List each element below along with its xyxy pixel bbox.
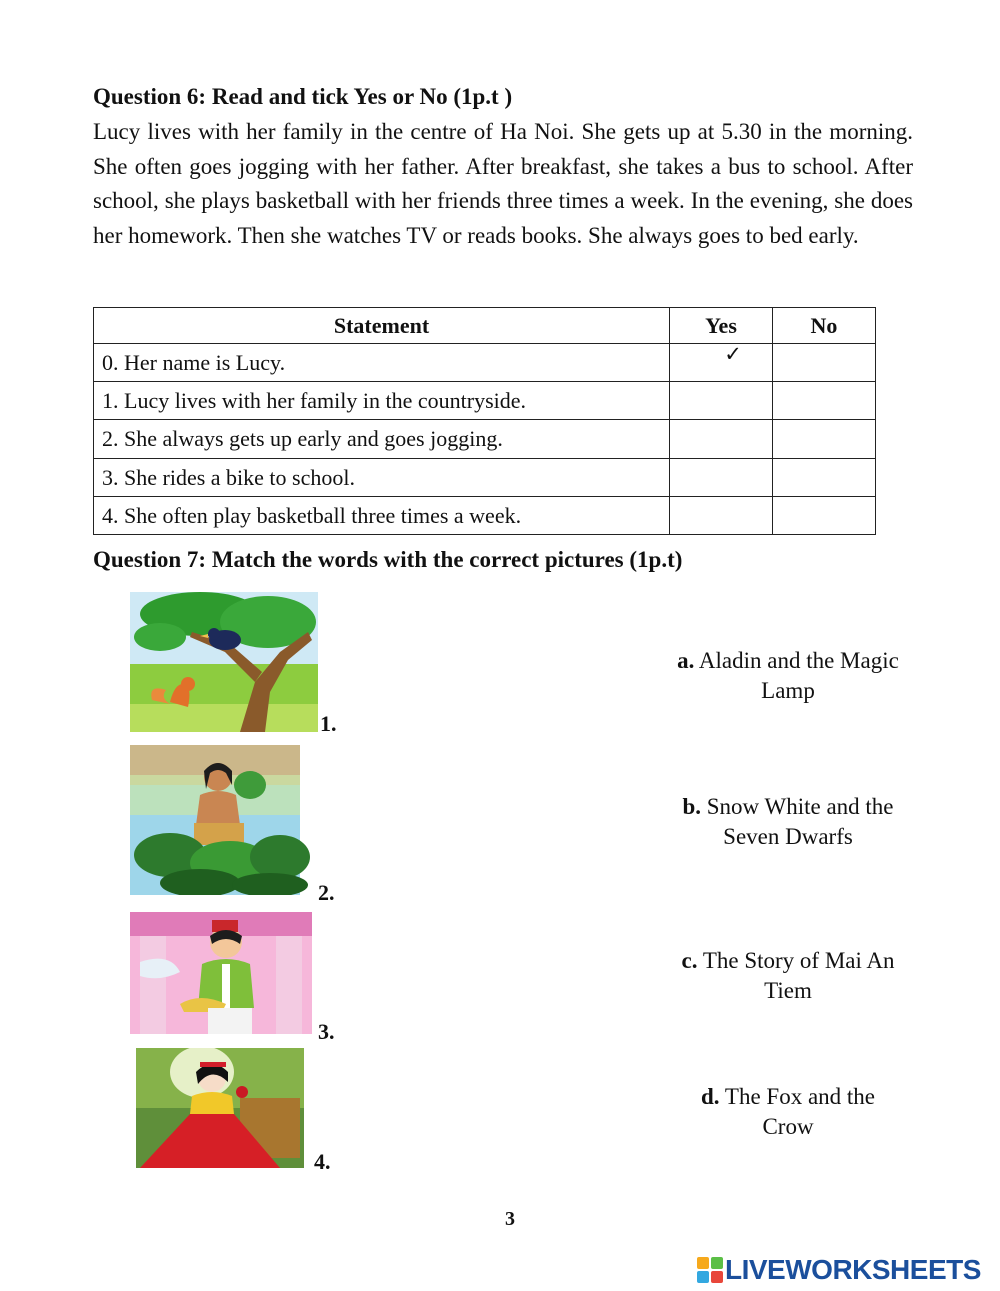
reading-passage: Lucy lives with her family in the centre of Ha Noi. She gets up at 5.30 in the morning. She often goes jogging with her father. After breakfast, she takes a bus to school. After school, she plays basketball with her friends three times a week. In the evening, she does her homework. Then she watches TV or reads books. She always goes to bed early. xyxy=(93,119,913,248)
aladdin-lamp-picture-icon xyxy=(130,912,312,1034)
picture-1[interactable] xyxy=(130,592,337,736)
yes-tick-cell[interactable] xyxy=(670,382,773,420)
liveworksheets-logo[interactable] xyxy=(697,1253,981,1287)
picture-number: 3. xyxy=(318,1019,335,1044)
statement-cell: 3. She rides a bike to school. xyxy=(94,459,670,497)
option-b-line1 xyxy=(650,792,926,822)
option-letter: a. xyxy=(677,648,695,673)
option-letter: c. xyxy=(681,948,698,973)
option-letter: b. xyxy=(682,794,702,819)
option-c[interactable] xyxy=(650,946,926,1006)
option-d-line1 xyxy=(650,1082,926,1112)
table-row xyxy=(94,497,876,535)
header-statement: Statement xyxy=(94,308,670,344)
option-text: The Fox and the xyxy=(724,1084,875,1109)
option-letter: d. xyxy=(701,1084,720,1109)
statement-cell: 1. Lucy lives with her family in the countryside. xyxy=(94,382,670,420)
option-a-line2: Lamp xyxy=(761,678,815,703)
picture-number: 2. xyxy=(318,880,335,905)
option-d[interactable] xyxy=(650,1082,926,1142)
table-row xyxy=(94,344,876,382)
option-text: Snow White and the xyxy=(706,794,894,819)
no-tick-cell[interactable] xyxy=(773,497,876,535)
table-row xyxy=(94,420,876,459)
picture-3[interactable] xyxy=(130,912,335,1044)
yes-tick-cell[interactable] xyxy=(670,497,773,535)
table-row xyxy=(94,382,876,420)
option-c-line2: Tiem xyxy=(764,978,812,1003)
picture-number: 4. xyxy=(314,1149,331,1174)
option-b-line2: Seven Dwarfs xyxy=(723,824,853,849)
header-no: No xyxy=(773,308,876,344)
checkmark-icon: ✓ xyxy=(724,342,742,366)
option-d-line2: Crow xyxy=(762,1114,814,1139)
picture-4[interactable] xyxy=(130,1048,331,1174)
option-b[interactable] xyxy=(650,792,926,852)
table-row xyxy=(94,459,876,497)
option-a[interactable] xyxy=(650,646,926,706)
watermelon-boy-picture-icon xyxy=(130,745,314,895)
option-text: Aladin and the Magic xyxy=(698,648,899,673)
no-tick-cell[interactable] xyxy=(773,459,876,497)
header-yes: Yes xyxy=(670,308,773,344)
yes-tick-cell[interactable] xyxy=(670,420,773,459)
option-c-line1 xyxy=(650,946,926,976)
statement-cell: 0. Her name is Lucy. xyxy=(94,344,670,382)
question6-title: Question 6: Read and tick Yes or No (1p.t ) xyxy=(93,84,513,109)
yes-tick-cell[interactable] xyxy=(670,344,773,382)
yes-tick-cell[interactable] xyxy=(670,459,773,497)
option-a-line1 xyxy=(650,646,926,676)
brand-name: LIVEWORKSHEETS xyxy=(725,1254,981,1285)
statement-cell: 2. She always gets up early and goes jogging. xyxy=(94,420,670,459)
statement-cell: 4. She often play basketball three times a week. xyxy=(94,497,670,535)
no-tick-cell[interactable] xyxy=(773,344,876,382)
statement-table xyxy=(93,307,876,535)
liveworksheets-logo-icon xyxy=(697,1257,723,1283)
question7-title: Question 7: Match the words with the correct pictures (1p.t) xyxy=(93,547,683,572)
page-number: 3 xyxy=(505,1208,515,1230)
table-header-row xyxy=(94,308,876,344)
fox-and-crow-picture-icon xyxy=(130,592,318,732)
snow-white-picture-icon xyxy=(130,1048,304,1168)
picture-number: 1. xyxy=(320,711,337,736)
option-text: The Story of Mai An xyxy=(702,948,895,973)
picture-2[interactable] xyxy=(130,745,335,905)
no-tick-cell[interactable] xyxy=(773,382,876,420)
no-tick-cell[interactable] xyxy=(773,420,876,459)
